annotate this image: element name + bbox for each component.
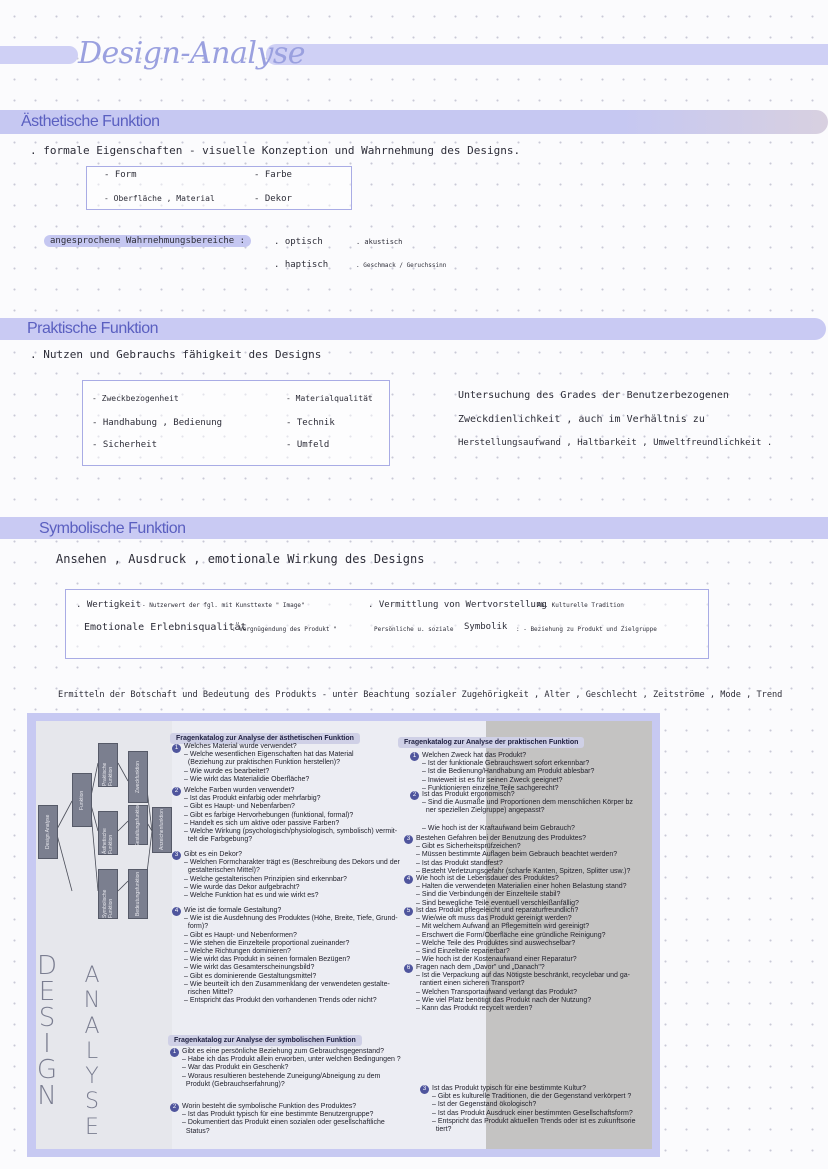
analyse-letter: A <box>84 963 100 988</box>
symbolic-symbolik-note: : - Beziehung zu Produkt und Zielgruppe <box>516 626 657 633</box>
analyse-letter: E <box>85 1114 99 1140</box>
design-letter: I <box>43 1029 51 1059</box>
design-letter: D <box>36 951 58 981</box>
catalog-practical-title: Fragenkatalog zur Analyse der praktischen Funktion <box>398 737 584 748</box>
catalog-aesthetic-q4: Wie ist die formale Gestaltung? – Wie ist die Ausdehnung des Produktes (Höhe, Breite, Tiefe, Grund- form)? – Gibt es Haupt- und Nebenformen? – Wie stehen die Einzelteile proportional zueinander? – Welche Richtungen dominieren? – Wie wirkt das Produkt in seinen formalen Bezügen? – Wie wirkt das Gesamterscheinungsbild? – Gibt es dominierende Gestaltungsmittel? – Wie beurteilt ich den Zusammenklang der verwendeten gestalte- rischen Mittel? – Entspricht das Produkt den vorhandenen Trends oder nicht? <box>184 907 398 1005</box>
q-number: 2 <box>410 791 419 800</box>
aesthetic-item-dekor: - Dekor <box>254 194 292 204</box>
q-number: 1 <box>410 752 419 761</box>
q-number: 4 <box>404 875 413 884</box>
perception-label-text: angesprochene Wahrnehmungsbereiche : <box>44 235 251 247</box>
practical-header: Praktische Funktion <box>27 320 159 337</box>
analyse-letter: Y <box>85 1064 99 1090</box>
symbolic-vermittlung-note: : Ab. Kulturelle Tradition <box>530 602 624 609</box>
practical-intro: . Nutzen und Gebrauchs fähigkeit des Designs <box>30 348 322 361</box>
symbolic-emotional: Emotionale Erlebnisqualität <box>84 622 247 633</box>
worksheet-photo <box>36 721 652 1149</box>
diagram-praktische: Praktische Funktion <box>98 743 118 787</box>
catalog-aesthetic-title: Fragenkatalog zur Analyse der ästhetischen Funktion <box>170 733 360 744</box>
q-number: 1 <box>170 1048 179 1057</box>
diagram-anzeichen: Anzeichenfunktion <box>152 807 172 853</box>
q-number: 3 <box>172 851 181 860</box>
practical-item-zweck: - Zweckbezogenheit <box>92 394 179 403</box>
aesthetic-item-oberflaeche: - Oberfläche , Material <box>104 194 215 203</box>
q-number: 1 <box>172 744 181 753</box>
catalog-symbolic-q2: Worin besteht die symbolische Funktion des Produktes? – Ist das Produkt typisch für eine bestimmte Benutzergruppe? – Dokumentiert das Produkt einen sozialen oder gesellschaftliche Status? <box>182 1103 385 1135</box>
analyse-letter: N <box>83 988 101 1014</box>
q-number: 3 <box>420 1085 429 1094</box>
title-band-right <box>266 44 828 65</box>
catalog-aesthetic-q3: Gibt es ein Dekor? – Welchen Formcharakter trägt es (Beschreibung des Dekors und der gestalterischen Mittel)? – Welche gestalterischen Prinzipien sind erkennbar? – Wie wurde das Dekor aufgebracht? – Welche Funktion hat es und wie wirkt es? <box>184 851 400 900</box>
aesthetic-header: Ästhetische Funktion <box>21 113 160 130</box>
diagram-gestaltung: Gestaltungsfunktion <box>128 805 148 845</box>
diagram-bedeutung: Bedeutungsfunktion <box>128 869 148 919</box>
analyse-letter: S <box>85 1089 99 1115</box>
practical-item-sicherheit: - Sicherheit <box>92 440 158 450</box>
aesthetic-item-farbe: - Farbe <box>254 170 292 180</box>
catalog-symbolic-title: Fragenkatalog zur Analyse der symbolischen Funktion <box>168 1035 362 1046</box>
practical-item-umfeld: - Umfeld <box>286 440 330 450</box>
diagram-funktion: Funktion <box>72 773 92 827</box>
analyse-vertical-text <box>80 963 104 1140</box>
design-letter: E <box>38 977 56 1007</box>
catalog-symbolic-q3: Ist das Produkt typisch für eine bestimmte Kultur? – Gibt es kulturelle Traditionen, die der Gegenstand verkörpert ? – Ist der Gegenstand ökologisch? – Ist das Produkt Ausdruck einer bestimmten Gesellschaftsform? – Entspricht das Produkt aktuellen Trends oder ist es zukunftsorie tiert? <box>432 1085 636 1134</box>
catalog-symbolic-q1: Gibt es eine persönliche Beziehung zum Gebrauchsgegenstand? – Habe ich das Produkt allein erworben, unter welchen Bedingungen ? – War das Produkt ein Geschenk? – Woraus resultieren bestehende Zuneigung/Abneigung zu dem Produkt (Gebrauchserfahrung)? <box>182 1048 401 1088</box>
design-letter: G <box>36 1055 58 1085</box>
perception-geschmack: . Geschmack / Geruchssinn <box>356 262 447 269</box>
catalog-aesthetic-q1: Welches Material wurde verwendet? – Welche wesentlichen Eigenschaften hat das Material (Beziehung zur praktischen Funktion herstellen)? – Wie wurde es bearbeitet? – Wie wirkt das Materialidie Oberfläche? <box>184 743 354 783</box>
symbolic-symbolik: Symbolik <box>464 622 508 632</box>
diagram-aesthetische: Ästhetische Funktion <box>98 811 118 855</box>
symbolic-persoenlich: Persönliche u. soziale <box>374 626 454 633</box>
catalog-practical-q5: Ist das Produkt pflegeleicht und reparaturfreundlich? – Wie/wie oft muss das Produkt gereinigt werden? – Mit welchem Aufwand an Pflegemitteln wird gereinigt? – Erschwert die Form/Oberfläche eine gründliche Reinigung? – Welche Teile des Produktes sind auswechselbar? – Sind Einzelteile reparierbar? – Wie hoch ist der Kostenaufwand einer Reparatur? <box>416 907 606 964</box>
symbolic-footer: Ermitteln der Botschaft und Bedeutung des Produkts - unter Beachtung sozialer Zugehörigkeit , Alter , Geschlecht , Zeitströme , Mode , Trend <box>58 690 783 700</box>
aesthetic-item-form: - Form <box>104 170 137 180</box>
symbolic-wertigkeit: . Wertigkeit <box>76 600 142 610</box>
q-number: 2 <box>172 787 181 796</box>
q-number: 3 <box>404 835 413 844</box>
catalog-aesthetic-q2: Welche Farben wurden verwendet? – Ist das Produkt einfarbig oder mehrfarbig? – Gibt es Haupt- und Nebenfarben? – Gibt es farbige Hervorhebungen (funktional, formal)? – Handelt es sich um aktive oder passive Farben? – Welche Wirkung (psychologisch/physiologisch, symbolisch) vermit- telt die Farbgebung? <box>184 787 398 844</box>
symbolic-wertigkeit-note: - Nutzerwert der fgl. mit Kunsttexte " Image" <box>142 602 305 609</box>
catalog-practical-q3-pre: – Wie hoch ist der Kraftaufwand beim Gebrauch? <box>422 825 575 832</box>
perception-akustisch: . akustisch <box>356 238 403 246</box>
perception-label <box>44 236 251 246</box>
diagram-symbolische: Symbolische Funktion <box>98 869 118 919</box>
design-letter: N <box>37 1081 57 1111</box>
analyse-letter: A <box>84 1013 100 1039</box>
catalog-practical-q3: Bestehen Gefahren bei der Benutzung des Produktes? – Gibt es Sicherheitsprüfzeichen? – Müssen bestimmte Auflagen beim Gebrauch beachtet werden? – Ist das Produkt standfest? – Besteht Verletzungsgefahr (scharfe Kanten, Spitzen, Splitter usw.)? <box>416 835 631 875</box>
q-number: 5 <box>404 907 413 916</box>
q-number: 4 <box>172 907 181 916</box>
symbolic-intro: Ansehen , Ausdruck , emotionale Wirkung des Designs <box>56 552 425 566</box>
page-title: Design-Analyse <box>78 36 306 71</box>
aesthetic-intro: . formale Eigenschaften - visuelle Konzeption und Wahrnehmung des Designs. <box>30 144 521 157</box>
catalog-practical-q2: Ist das Produkt ergonomisch? – Sind die Ausmaße und Proportionen dem menschlichen Körper bz ner speziellen Zielgruppe) angepasst? <box>422 791 633 815</box>
catalog-practical-q6: Fragen nach dem „Davor" und „Danach"? – Ist die Verpackung auf das Nötigste beschränkt, recyclebar und ga- rantiert einen sicheren Transport? – Welchen Transportaufwand verlangt das Produkt? – Wie viel Platz benötigt das Produkt nach der Nutzung? – Kann das Produkt recycelt werden? <box>416 964 631 1013</box>
practical-item-handhabung: - Handhabung , Bedienung <box>92 418 223 428</box>
diagram-zweck: Zweckfunktion <box>128 751 148 803</box>
title-band-left <box>0 46 78 64</box>
diagram-design-analyse: Design Analyse <box>38 805 58 859</box>
catalog-practical-q4: Wie hoch ist die Lebensdauer des Produktes? – Halten die verwendeten Materialien einer hohen Belastung stand? – Sind die Verbindungen der Einzelteile stabil? – Sind bewegliche Teile eventuell verschleißanfällig? <box>416 875 627 907</box>
practical-note-line1: Untersuchung des Grades der Benutzerbezogenen <box>458 390 729 401</box>
practical-item-technik: - Technik <box>286 418 335 428</box>
perception-haptisch: . haptisch <box>274 260 329 270</box>
analyse-letter: L <box>85 1038 99 1064</box>
symbolic-header: Symbolische Funktion <box>39 520 186 537</box>
design-letter: S <box>38 1003 56 1033</box>
practical-note-line2: Zweckdienlichkeit , auch im Verhältnis zu <box>458 414 705 425</box>
perception-optisch: . optisch <box>274 237 323 247</box>
practical-note-line3: Herstellungsaufwand , Haltbarkeit , Umweltfreundlichkeit . <box>458 438 773 448</box>
symbolic-emotional-note: : Vergnügendung des Produkt " <box>232 626 337 633</box>
q-number: 6 <box>404 964 413 973</box>
practical-item-material: - Materialqualität <box>286 394 373 403</box>
symbolic-vermittlung: . Vermittlung von Wertvorstellung <box>368 600 547 610</box>
catalog-practical-q1: Welchen Zweck hat das Produkt? – Ist der funktionale Gebrauchswert sofort erkennbar? – Ist die Bedienung/Handhabung am Produkt ablesbar? – Inwieweit ist es für seinen Zweck geeignet? – Funktionieren einzelne Teile sachgerecht? <box>422 752 595 792</box>
q-number: 2 <box>170 1103 179 1112</box>
design-vertical-text <box>36 953 58 1109</box>
